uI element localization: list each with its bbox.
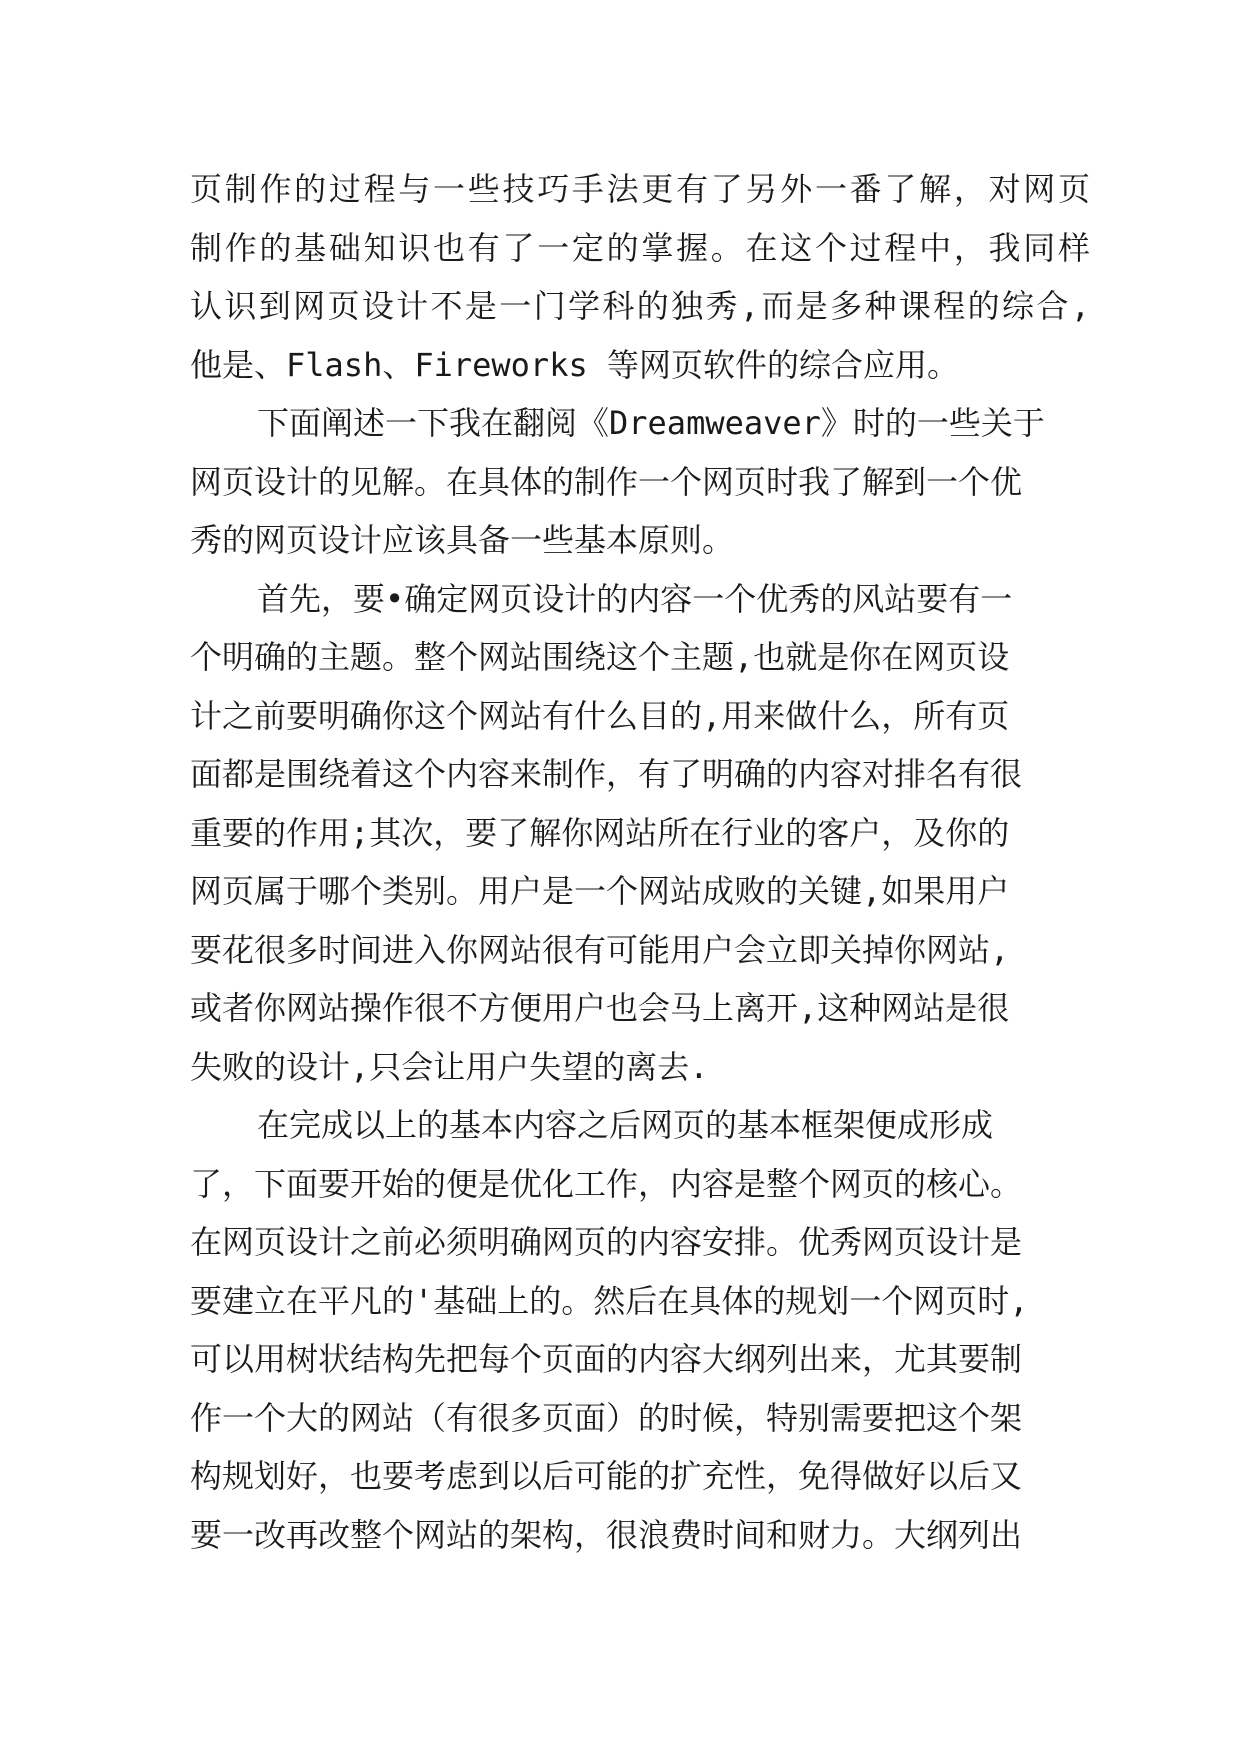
paragraph-line: 了，下面要开始的便是优化工作，内容是整个网页的核心。 xyxy=(190,1164,1023,1203)
paragraph-line: 个明确的主题。整个网站围绕这个主题,也就是你在网页设 xyxy=(190,638,1010,676)
paragraph-line: 或者你网站操作很不方便用户也会马上离开,这种网站是很 xyxy=(190,989,1010,1027)
paragraph-line: 首先，要•确定网页设计的内容一个优秀的风站要有一 xyxy=(257,579,1013,618)
paragraph-line: 他是、Flash、Fireworks 等网页软件的综合应用。 xyxy=(190,345,959,384)
paragraph-line: 认识到网页设计不是一门学科的独秀,而是多种课程的综合, xyxy=(190,287,1090,325)
paragraph-line: 要建立在平凡的'基础上的。然后在具体的规划一个网页时, xyxy=(190,1281,1029,1320)
paragraph-line: 重要的作用;其次，要了解你网站所在行业的客户，及你的 xyxy=(190,813,1010,852)
paragraph-line: 下面阐述一下我在翻阅《Dreamweaver》时的一些关于 xyxy=(257,404,1045,442)
paragraph-line: 要花很多时间进入你网站很有可能用户会立即关掉你网站, xyxy=(190,930,1010,969)
paragraph-line: 面都是围绕着这个内容来制作，有了明确的内容对排名有很 xyxy=(190,755,1023,793)
paragraph-line: 制作的基础知识也有了一定的掌握。在这个过程中，我同样 xyxy=(190,228,1090,267)
paragraph-line: 页制作的过程与一些技巧手法更有了另外一番了解，对网页 xyxy=(190,170,1090,208)
paragraph-line: 构规划好，也要考虑到以后可能的扩充性，免得做好以后又 xyxy=(190,1457,1023,1495)
paragraph-line: 要一改再改整个网站的架构，很浪费时间和财力。大纲列出 xyxy=(190,1515,1023,1554)
paragraph-line: 在完成以上的基本内容之后网页的基本框架便成形成 xyxy=(257,1106,994,1144)
paragraph-line: 可以用树状结构先把每个页面的内容大纲列出来，尤其要制 xyxy=(190,1340,1023,1378)
document-body xyxy=(190,160,1090,1564)
paragraph-line: 网页设计的见解。在具体的制作一个网页时我了解到一个优 xyxy=(190,462,1023,501)
paragraph-line: 计之前要明确你这个网站有什么目的,用来做什么，所有页 xyxy=(190,696,1010,735)
paragraph-line: 在网页设计之前必须明确网页的内容安排。优秀网页设计是 xyxy=(190,1223,1023,1261)
paragraph-line: 失败的设计,只会让用户失望的离去. xyxy=(190,1047,709,1086)
paragraph-line: 网页属于哪个类别。用户是一个网站成败的关键,如果用户 xyxy=(190,872,1010,910)
paragraph-line: 作一个大的网站（有很多页面）的时候，特别需要把这个架 xyxy=(190,1398,1023,1437)
paragraph-line: 秀的网页设计应该具备一些基本原则。 xyxy=(190,521,735,559)
